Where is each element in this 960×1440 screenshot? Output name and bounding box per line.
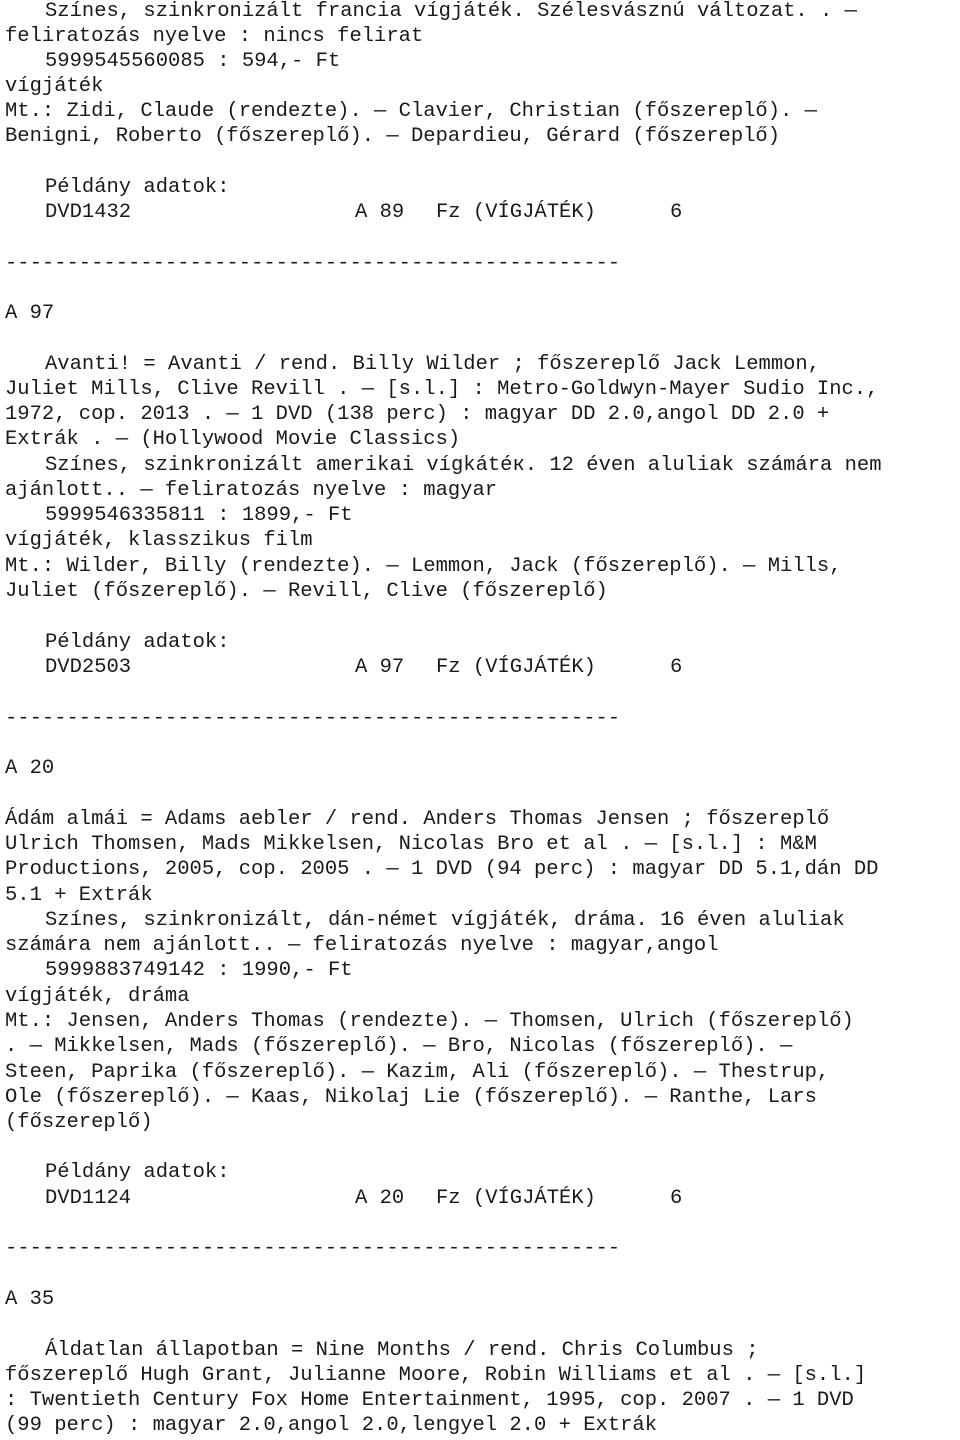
record-title-line: Avanti! = Avanti / rend. Billy Wilder ; főszereplő Jack Lemmon, xyxy=(45,353,821,376)
record-note-line: Színes, szinkronizált amerikai vígkátéк. 12 éven aluliak számára nem xyxy=(45,454,882,477)
record-title-line: (99 perc) : magyar 2.0,angol 2.0,lengyel 2.0 + Extrák xyxy=(5,1414,658,1437)
record-credits-line: (főszereplő) xyxy=(5,1111,153,1134)
record-genre: vígjáték, dráma xyxy=(5,985,190,1008)
record-title-line: 1972, cop. 2013 . — 1 DVD (138 perc) : magyar DD 2.0,angol DD 2.0 + xyxy=(5,403,830,426)
record-separator: -------------------------------------------------- xyxy=(5,252,621,275)
record-description: Színes, szinkronizált francia vígjáték. Szélesvásznú változat. . — xyxy=(45,0,857,23)
copy-id: DVD2503 xyxy=(45,656,132,679)
copy-count: 6 xyxy=(670,201,683,224)
record-code: A 97 xyxy=(5,302,55,325)
record-title-line: Áldatlan állapotban = Nine Months / rend. Chris Columbus ; xyxy=(45,1339,759,1362)
record-credits-line: Mt.: Jensen, Anders Thomas (rendezte). — Thomsen, Ulrich (főszereplő) xyxy=(5,1010,854,1033)
copy-shelf: A 97 xyxy=(355,656,405,679)
copy-shelf: A 89 xyxy=(355,201,405,224)
copy-data-heading: Példány adatok: xyxy=(45,176,230,199)
record-title-line: : Twentieth Century Fox Home Entertainment, 1995, cop. 2007 . — 1 DVD xyxy=(5,1389,854,1412)
record-credits-line: Benigni, Roberto (főszereplő). — Depardieu, Gérard (főszereplő) xyxy=(5,125,781,148)
copy-shelf: A 20 xyxy=(355,1187,405,1210)
record-title-line: főszereplő Hugh Grant, Julianne Moore, Robin Williams et al . — [s.l.] xyxy=(5,1364,867,1387)
record-separator: -------------------------------------------------- xyxy=(5,1237,621,1260)
copy-data-heading: Példány adatok: xyxy=(45,1161,230,1184)
copy-id: DVD1124 xyxy=(45,1187,132,1210)
record-ean-price: 5999546335811 : 1899,- Ft xyxy=(45,504,353,527)
record-code: A 20 xyxy=(5,757,55,780)
record-code: A 35 xyxy=(5,1288,55,1311)
record-note-line: Színes, szinkronizált, dán-német vígjáték, dráma. 16 éven aluliak xyxy=(45,909,845,932)
record-title-line: Productions, 2005, cop. 2005 . — 1 DVD (94 perc) : magyar DD 5.1,dán DD xyxy=(5,858,879,881)
copy-id: DVD1432 xyxy=(45,201,132,224)
record-ean-price: 5999883749142 : 1990,- Ft xyxy=(45,959,353,982)
copy-data-heading: Példány adatok: xyxy=(45,631,230,654)
record-separator: -------------------------------------------------- xyxy=(5,707,621,730)
record-credits-line: Mt.: Wilder, Billy (rendezte). — Lemmon, Jack (főszereplő). — Mills, xyxy=(5,555,842,578)
record-note-line: számára nem ajánlott.. — feliratozás nyelve : magyar,angol xyxy=(5,934,719,957)
record-credits-line: Steen, Paprika (főszereplő). — Kazim, Ali (főszereplő). — Thestrup, xyxy=(5,1061,830,1084)
record-title-line: Juliet Mills, Clive Revill . — [s.l.] : Metro-Goldwyn-Mayer Sudio Inc., xyxy=(5,378,879,401)
copy-count: 6 xyxy=(670,656,683,679)
copy-location: Fz (VÍGJÁTÉK) xyxy=(436,1187,596,1210)
copy-location: Fz (VÍGJÁTÉK) xyxy=(436,656,596,679)
record-genre: vígjáték, klasszikus film xyxy=(5,529,313,552)
record-credits-line: Mt.: Zidi, Claude (rendezte). — Clavier, Christian (főszereplő). — xyxy=(5,100,817,123)
record-title-line: Ádám almái = Adams aebler / rend. Anders Thomas Jensen ; főszereplő xyxy=(5,808,830,831)
record-subtitle-language: feliratozás nyelve : nincs felirat xyxy=(5,25,424,48)
record-credits-line: Juliet (főszereplő). — Revill, Clive (főszereplő) xyxy=(5,580,608,603)
copy-count: 6 xyxy=(670,1187,683,1210)
record-title-line: Extrák . — (Hollywood Movie Classics) xyxy=(5,428,461,451)
copy-location: Fz (VÍGJÁTÉK) xyxy=(436,201,596,224)
record-title-line: 5.1 + Extrák xyxy=(5,884,153,907)
record-ean-price: 5999545560085 : 594,- Ft xyxy=(45,50,341,73)
record-genre: vígjáték xyxy=(5,75,104,98)
record-credits-line: Ole (főszereplő). — Kaas, Nikolaj Lie (főszereplő). — Ranthe, Lars xyxy=(5,1086,817,1109)
record-credits-line: . — Mikkelsen, Mads (főszereplő). — Bro, Nicolas (főszereplő). — xyxy=(5,1035,793,1058)
record-note-line: ajánlott.. — feliratozás nyelve : magyar xyxy=(5,479,498,502)
record-title-line: Ulrich Thomsen, Mads Mikkelsen, Nicolas Bro et al . — [s.l.] : M&M xyxy=(5,833,817,856)
